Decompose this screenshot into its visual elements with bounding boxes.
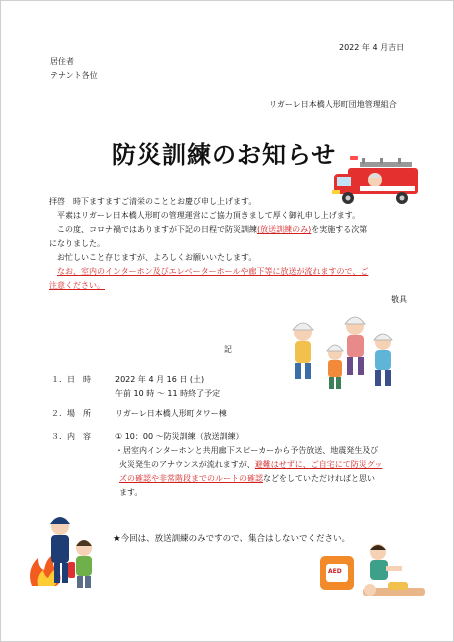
item-detail-line-1: ・居室内インターホンと共用廊下スピーカーから予告放送、地震発生及び: [115, 446, 379, 455]
recipient-tenants: テナント各位: [50, 71, 98, 80]
item-time-value: 午前 10 時 ～ 11 時終了予定: [115, 389, 221, 398]
item-date-value: 2022 年 4 月 16 日 (土): [115, 375, 205, 384]
body-2-pre: この度、コロナ禍ではありますが下記の日程で防災訓練: [57, 225, 257, 234]
body-paragraph-3: お忙しいこと存じますが、よろしくお願いいたします。: [57, 253, 257, 262]
item-content-value: ① 10：00 ～防災訓練（放送訓練）: [115, 432, 244, 441]
detail-2-pre: 火災発生のアナウンスが流れますが、: [119, 460, 255, 469]
cpr-rescuer-icon: [358, 540, 428, 600]
item-date-label: １．日 時: [51, 375, 91, 384]
aed-box-icon: [320, 556, 354, 590]
aed-label: AED: [328, 568, 342, 575]
evacuation-people-icon: [283, 308, 403, 398]
detail-3-post: などをしていただければと思い: [263, 474, 375, 483]
item-detail-line-3: [119, 474, 375, 484]
item-detail-line-4: ます。: [119, 488, 143, 497]
body-paragraph-2: [57, 225, 367, 235]
body-paragraph-1: 平素はリガーレ日本橋人形町の管理運営にご協力頂きまして厚く御礼申し上げます。: [57, 211, 361, 220]
fire-extinguisher-training-icon: [22, 508, 107, 593]
detail-3-red: ズの確認や非常階段までのルートの確認: [119, 474, 263, 483]
item-detail-line-2: [119, 460, 382, 470]
detail-2-red: 避難はせずに、ご自宅にて防災グッ: [254, 460, 383, 469]
body-2-paren: (放送訓練のみ): [257, 225, 312, 234]
item-place-label: ２．場 所: [51, 409, 91, 418]
closing: 敬具: [391, 295, 407, 304]
footer-notice: ★今回は、放送訓練のみですので、集合はしないでください。: [113, 534, 350, 544]
ki-heading: 記: [224, 345, 232, 354]
body-2-post: を実施する次第: [311, 225, 368, 234]
notice-line-2: 注意ください。: [49, 281, 105, 290]
notice-line-1: なお、室内のインターホン及びエレベーターホールや廊下等に放送が流れますので、ご: [57, 267, 369, 276]
page-title: 防災訓練のお知らせ: [112, 141, 337, 169]
item-content-label: ３．内 容: [51, 432, 91, 441]
greeting: 拝啓 時下ますますご清栄のこととお慶び申し上げます。: [49, 197, 257, 206]
issue-date: 2022 年 4 月吉日: [339, 43, 405, 52]
recipient-residents: 居住者: [50, 57, 74, 66]
body-paragraph-2-cont: になりました。: [49, 239, 105, 248]
item-place-value: リガーレ日本橋人形町タワー棟: [115, 409, 227, 418]
fire-truck-icon: [330, 152, 425, 212]
sender: リガーレ日本橋人形町団地管理組合: [269, 100, 397, 109]
